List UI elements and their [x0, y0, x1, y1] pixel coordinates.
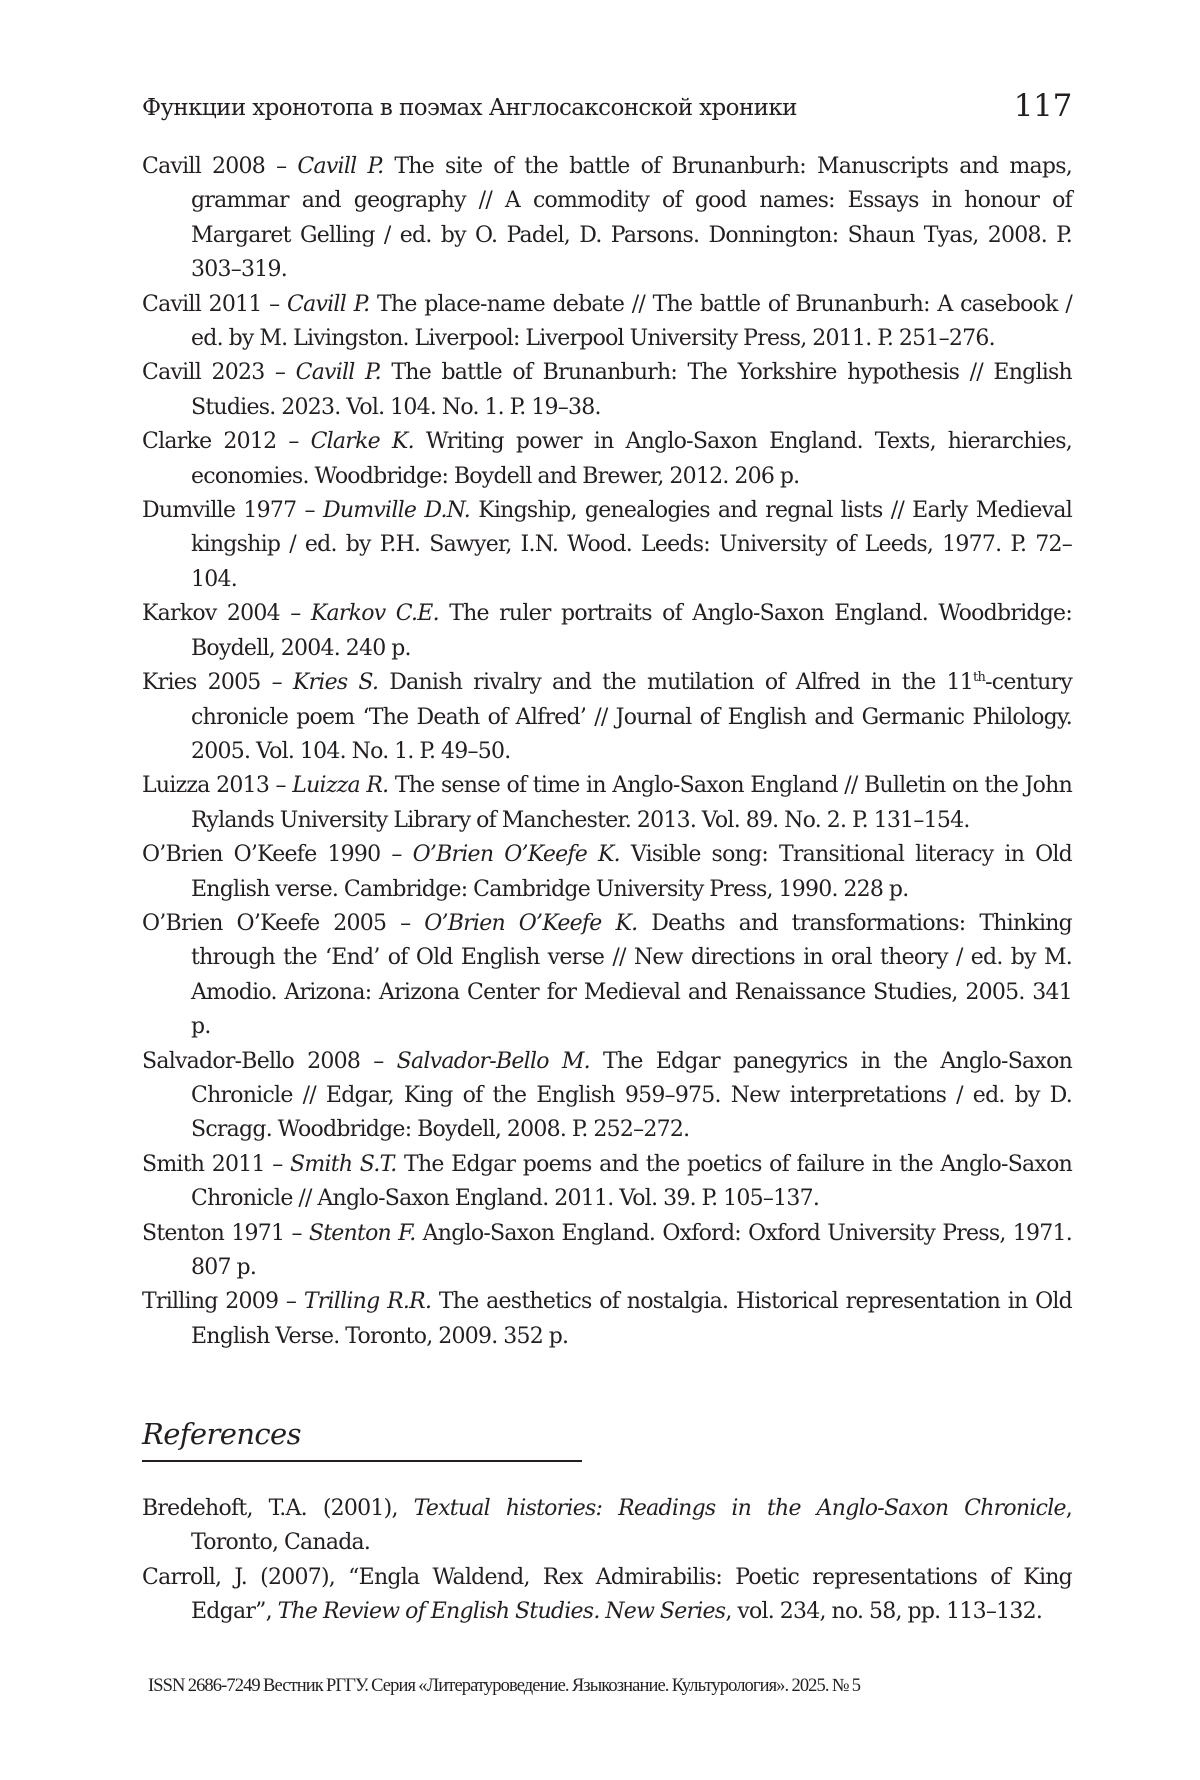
entry-text: The place-name debate // The battle of Brunanburh: A casebook / ed. by M. Livingston. Liverpool: Liverpool University Press, 2011. P. 251–276.	[191, 292, 1072, 351]
entry-key: Karkov 2004 –	[142, 601, 311, 626]
entry-author: O’Brien O’Keefe K.	[424, 911, 637, 936]
entry-author: Kries S.	[293, 670, 378, 695]
running-title: Функции хронотопа в поэмах Англосаксонской хроники	[142, 95, 797, 121]
entry-text: The sense of time in Anglo-Saxon England // Bulletin on the John Rylands University Library of Manchester. 2013. Vol. 89. No. 2. P. 131–154.	[191, 773, 1072, 832]
bibliography-entry	[142, 597, 1072, 666]
journal-footer: ISSN 2686-7249 Вестник РГГУ. Серия «Литературоведение. Языкознание. Культурология». 2025. № 5	[148, 1676, 1072, 1697]
bibliography-entry	[142, 150, 1072, 288]
entry-author: Clarke K.	[311, 429, 414, 454]
entry-text: Deaths and transformations: Thinking through the ‘End’ of Old English verse // New directions in oral theory / ed. by M. Amodio. Arizona: Arizona Center for Medieval and Renaissance Studies, 2005. 341 p.	[191, 911, 1072, 1039]
bibliography-entry	[142, 1217, 1072, 1286]
entry-text: Visible song: Transitional literacy in Old English verse. Cambridge: Cambridge University Press, 1990. 228 p.	[191, 842, 1072, 901]
entry-author: Cavill P.	[287, 292, 369, 317]
entry-text: The ruler portraits of Anglo-Saxon England. Woodbridge: Boydell, 2004. 240 p.	[191, 601, 1072, 660]
bibliography-entry	[142, 1285, 1072, 1354]
entry-key: Cavill 2023 –	[142, 360, 296, 385]
reference-title: Textual histories: Readings in the Anglo-Saxon Chronicle	[414, 1496, 1066, 1521]
entry-key: Cavill 2011 –	[142, 292, 287, 317]
bibliography-entry	[142, 356, 1072, 425]
entry-author: Luizza R.	[292, 773, 388, 798]
entry-text: The battle of Brunanburh: The Yorkshire hypothesis // English Studies. 2023. Vol. 104. No. 1. P. 19–38.	[191, 360, 1072, 419]
entry-author: Dumville D.N.	[323, 498, 470, 523]
entry-text: Writing power in Anglo-Saxon England. Texts, hierarchies, economies. Woodbridge: Boydell and Brewer, 2012. 206 p.	[191, 429, 1072, 488]
bibliography-entry	[142, 666, 1072, 769]
entry-key: Stenton 1971 –	[142, 1221, 309, 1246]
entry-author: Cavill P.	[296, 360, 381, 385]
reference-tail: , Toronto, Canada.	[191, 1496, 1072, 1555]
entry-key: Kries 2005 –	[142, 670, 293, 695]
bibliography-entry	[142, 907, 1072, 1045]
references-heading: References	[142, 1414, 582, 1454]
entry-author: Smith S.T.	[290, 1152, 396, 1177]
ordinal-superscript: th	[973, 670, 985, 685]
reference-title: The Review of English Studies. New Series	[278, 1599, 726, 1624]
entry-text: The Edgar poems and the poetics of failure in the Anglo-Saxon Chronicle // Anglo-Saxon England. 2011. Vol. 39. P. 105–137.	[191, 1152, 1072, 1211]
entry-author: Stenton F.	[309, 1221, 416, 1246]
entry-text: The site of the battle of Brunanburh: Manuscripts and maps, grammar and geography // A commodity of good names: Essays in honour of Margaret Gelling / ed. by O. Padel, D. Parsons. Donnington: Shaun Tyas, 2008. P. 303–319.	[191, 154, 1072, 282]
bibliography-entry	[142, 288, 1072, 357]
bibliography-entry	[142, 1148, 1072, 1217]
bibliography-entry	[142, 769, 1072, 838]
entry-key: Salvador-Bello 2008 –	[142, 1049, 397, 1074]
entry-author: Salvador-Bello M.	[397, 1049, 590, 1074]
entry-key: Smith 2011 –	[142, 1152, 290, 1177]
bibliography-entry	[142, 1045, 1072, 1148]
reference-lead: Carroll, J. (2007), “Engla Waldend, Rex Admirabilis: Poetic representations of King Edgar”,	[142, 1565, 1072, 1624]
reference-lead: Bredehoft, T.A. (2001),	[142, 1496, 414, 1521]
entry-text: Danish rivalry and the mutilation of Alfred in the 11	[378, 670, 973, 695]
running-header	[142, 88, 1072, 128]
entry-key: Cavill 2008 –	[142, 154, 297, 179]
bibliography-entry	[142, 494, 1072, 597]
entry-key: Dumville 1977 –	[142, 498, 323, 523]
bibliography-entry	[142, 425, 1072, 494]
reference-tail: , vol. 234, no. 58, pp. 113–132.	[725, 1599, 1042, 1624]
entry-key: Trilling 2009 –	[142, 1289, 304, 1314]
bibliography-entry	[142, 838, 1072, 907]
entry-text-continued: -century chronicle poem ‘The Death of Alfred’ // Journal of English and Germanic Philology. 2005. Vol. 104. No. 1. P. 49–50.	[191, 670, 1072, 764]
reference-entry	[142, 1561, 1072, 1630]
references-section-header	[142, 1414, 582, 1462]
entry-key: O’Brien O’Keefe 2005 –	[142, 911, 424, 936]
page	[142, 0, 1072, 1780]
entry-text: Kingship, genealogies and regnal lists // Early Medieval kingship / ed. by P.H. Sawyer, I.N. Wood. Leeds: University of Leeds, 1977. P. 72–104.	[191, 498, 1072, 592]
entry-text: The aesthetics of nostalgia. Historical representation in Old English Verse. Toronto, 2009. 352 p.	[191, 1289, 1072, 1348]
entry-key: Clarke 2012 –	[142, 429, 311, 454]
entry-author: Cavill P.	[297, 154, 383, 179]
reference-entry	[142, 1492, 1072, 1561]
bibliography-list	[142, 150, 1072, 1354]
entry-author: O’Brien O’Keefe K.	[413, 842, 620, 867]
page-number: 117	[1014, 88, 1072, 124]
entry-key: Luizza 2013 –	[142, 773, 292, 798]
heading-underline	[142, 1460, 582, 1462]
entry-text: The Edgar panegyrics in the Anglo-Saxon Chronicle // Edgar, King of the English 959–975. New interpretations / ed. by D. Scragg. Woodbridge: Boydell, 2008. P. 252–272.	[191, 1049, 1072, 1143]
entry-author: Karkov C.E.	[311, 601, 439, 626]
references-list	[142, 1492, 1072, 1630]
entry-text: Anglo-Saxon England. Oxford: Oxford University Press, 1971. 807 p.	[191, 1221, 1072, 1280]
entry-key: O’Brien O’Keefe 1990 –	[142, 842, 413, 867]
entry-author: Trilling R.R.	[304, 1289, 431, 1314]
